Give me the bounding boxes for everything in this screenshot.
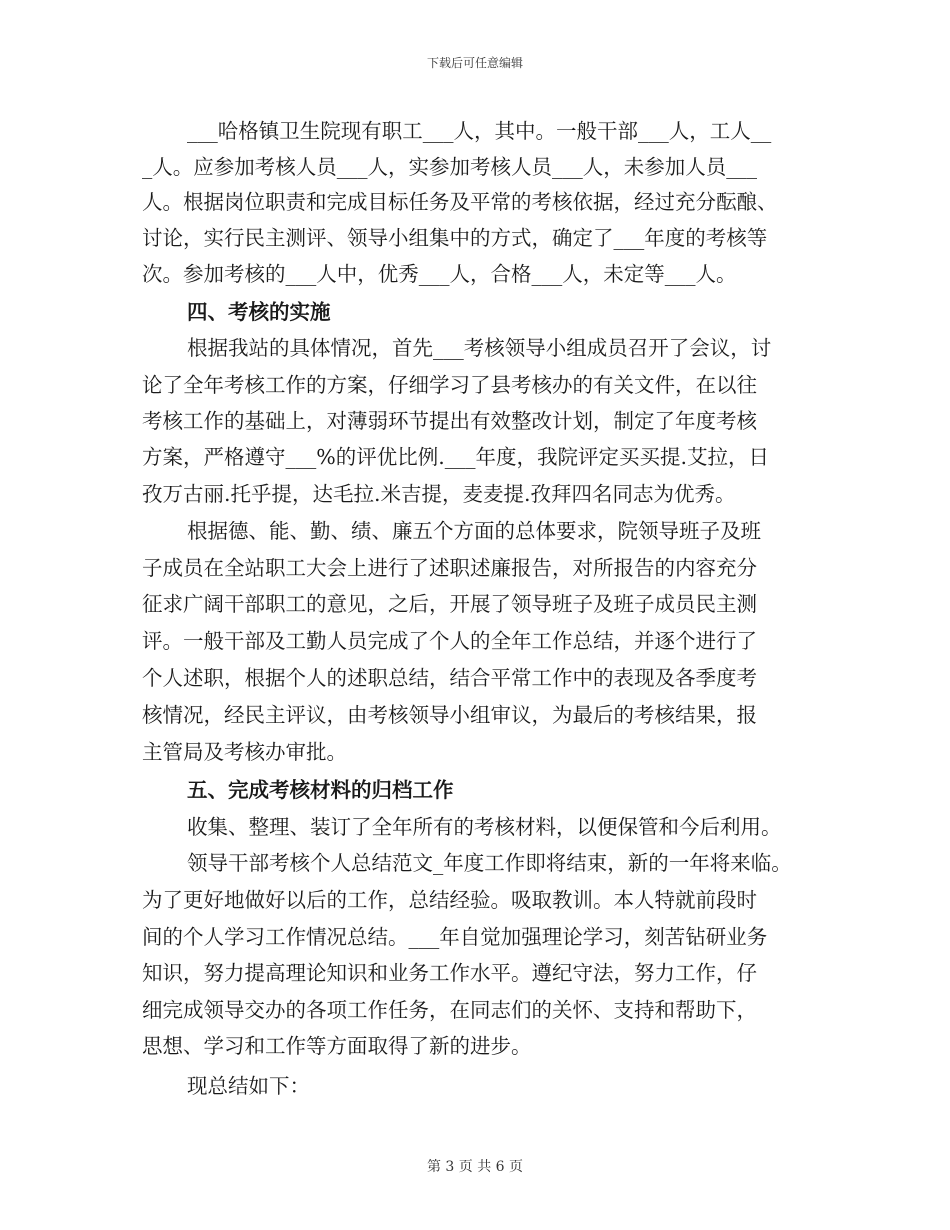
text-line: 根据德、能、勤、绩、廉五个方面的总体要求，院领导班子及班	[187, 519, 761, 543]
text-line: 现总结如下：	[187, 1074, 310, 1098]
text-line: 主管局及考核办审批。	[142, 740, 347, 764]
text-line: 根据我站的具体情况，首先___考核领导小组成员召开了会议，讨	[187, 336, 772, 360]
text-line: 讨论，实行民主测评、领导小组集中的方式，确定了___年度的考核等	[142, 226, 768, 250]
section-heading: 四、考核的实施	[187, 300, 331, 324]
page-footer: 第 3 页 共 6 页	[426, 1159, 524, 1175]
text-line: ___哈格镇卫生院现有职工___人，其中。一般干部___人，工人__	[187, 119, 772, 143]
text-line: 细完成领导交办的各项工作任务，在同志们的关怀、支持和帮助下，	[142, 998, 757, 1022]
text-line: 收集、整理、装订了全年所有的考核材料，以便保管和今后利用。	[187, 815, 782, 839]
text-line: 考核工作的基础上，对薄弱环节提出有效整改计划，制定了年度考核	[142, 409, 757, 433]
text-line: 核情况，经民主评议，由考核领导小组审议，为最后的考核结果，报	[142, 703, 757, 727]
text-line: 思想、学习和工作等方面取得了新的进步。	[142, 1034, 532, 1058]
page-header: 下载后可任意编辑	[426, 56, 523, 70]
section-heading: 五、完成考核材料的归档工作	[187, 778, 454, 802]
text-line: 个人述职，根据个人的述职总结，结合平常工作中的表现及各季度考	[142, 666, 757, 690]
text-line: 孜万古丽.托乎提，达毛拉.米吉提，麦麦提.孜拜四名同志为优秀。	[142, 482, 736, 506]
text-line: 间的个人学习工作情况总结。___年自觉加强理论学习，刻苦钻研业务	[142, 925, 768, 949]
text-line: 子成员在全站职工大会上进行了述职述廉报告，对所报告的内容充分	[142, 556, 757, 580]
text-line: 人。根据岗位职责和完成目标任务及平常的考核依据，经过充分酝酿、	[142, 190, 778, 214]
text-line: 评。一般干部及工勤人员完成了个人的全年工作总结，并逐个进行了	[142, 629, 757, 653]
text-line: 方案，严格遵守___%的评优比例.___年度，我院评定买买提.艾拉，日	[142, 445, 770, 469]
text-line: 论了全年考核工作的方案，仔细学习了县考核办的有关文件，在以往	[142, 373, 757, 397]
text-line: 知识，努力提高理论知识和业务工作水平。遵纪守法，努力工作，仔	[142, 961, 757, 985]
text-line: 领导干部考核个人总结范文_年度工作即将结束，新的一年将来临。	[187, 851, 792, 875]
text-line: _人。应参加考核人员___人，实参加考核人员___人，未参加人员___	[142, 155, 757, 179]
text-line: 为了更好地做好以后的工作，总结经验。吸取教训。本人特就前段时	[142, 888, 757, 912]
text-line: 次。参加考核的___人中，优秀___人，合格___人，未定等___人。	[142, 262, 737, 286]
text-line: 征求广阔干部职工的意见，之后，开展了领导班子及班子成员民主测	[142, 592, 757, 616]
